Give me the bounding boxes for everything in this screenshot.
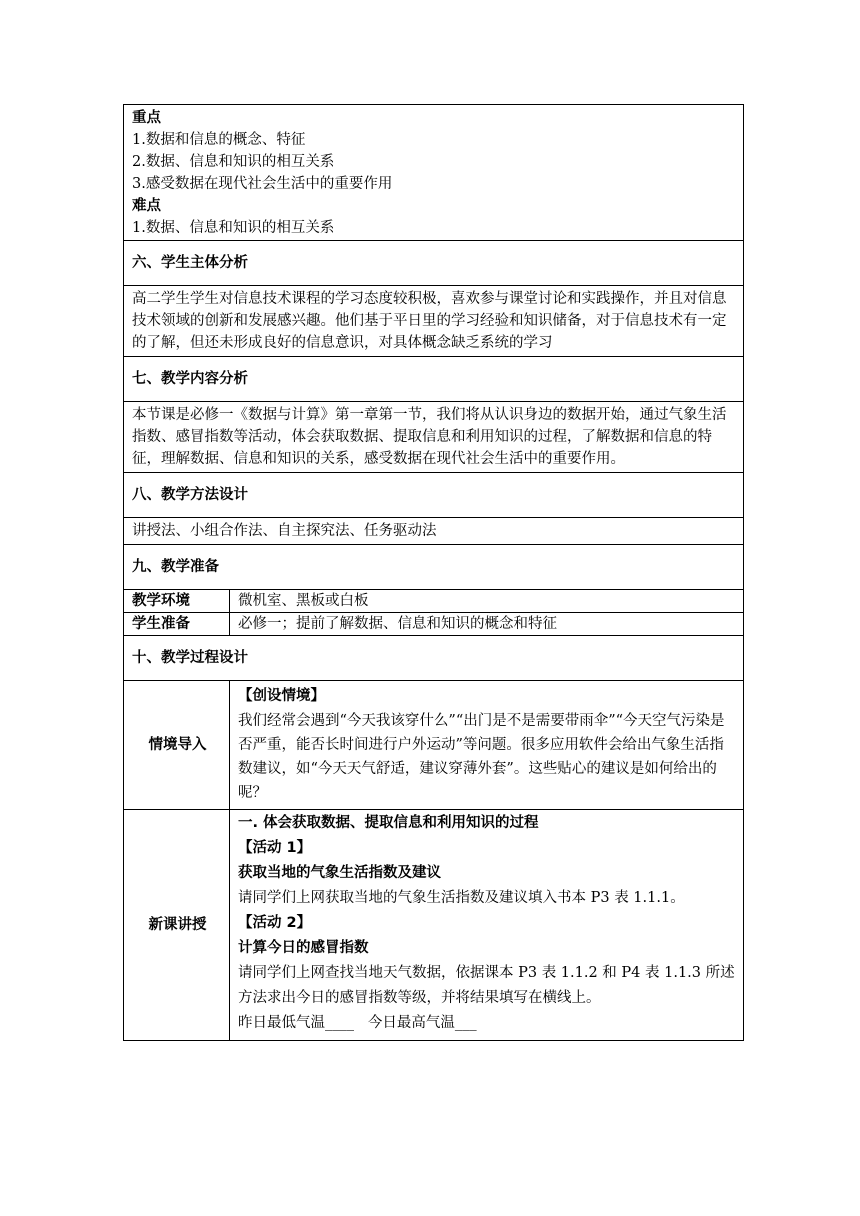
new-lesson-cell (230, 810, 744, 1041)
section-title: 八、教学方法设计 (124, 473, 744, 518)
difficult-point-item: 1.数据、信息和知识的相互关系 (132, 220, 335, 236)
prep-label: 学生准备 (124, 613, 230, 636)
section-title: 十、教学过程设计 (124, 636, 744, 681)
section-8-content-row (124, 518, 744, 545)
student-analysis-text: 高二学生学生对信息技术课程的学习态度较积极，喜欢参与课堂讨论和实践操作，并且对信息技术领域的创新和发展感兴趣。他们基于平日里的学习经验和知识储备，对于信息技术有一定的了解，但还未形成良好的信息意识，对具体概念缺乏系统的学习 (124, 286, 744, 357)
intro-text: 我们经常会遇到“今天我该穿什么”“出门是不是需要带雨伞”“今天空气污染是否严重，能否长时间进行户外运动”等问题。很多应用软件会给出气象生活指数建议，如“今天天气舒适，建议穿薄外套”。这些贴心的建议是如何给出的呢？ (238, 713, 725, 801)
prep-value: 微机室、黑板或白板 (230, 590, 744, 613)
key-point-item: 2.数据、信息和知识的相互关系 (132, 154, 335, 170)
teaching-methods-text: 讲授法、小组合作法、自主探究法、任务驱动法 (124, 518, 744, 545)
section-6-title-row (124, 241, 744, 286)
section-7-title-row (124, 357, 744, 402)
section-title: 七、教学内容分析 (124, 357, 744, 402)
intro-cell (230, 681, 744, 810)
intro-label: 情境导入 (124, 681, 230, 810)
key-point-item: 1.数据和信息的概念、特征 (132, 132, 306, 148)
section-title: 九、教学准备 (124, 545, 744, 590)
prep-row (124, 613, 744, 636)
new-lesson-label: 新课讲授 (124, 810, 230, 1041)
activity-2-fill-line: 昨日最低气温____ 今日最高气温___ (238, 1015, 477, 1031)
activity-2-text: 请同学们上网查找当地天气数据，依据课本 P3 表 1.1.2 和 P4 表 1.1.3 所述方法求出今日的感冒指数等级，并将结果填写在横线上。 (238, 965, 735, 1006)
section-6-content-row (124, 286, 744, 357)
process-new-row (124, 810, 744, 1041)
activity-2-tag: 【活动 2】 (238, 915, 312, 931)
key-points-cell (124, 105, 744, 241)
section-7-content-row (124, 402, 744, 473)
new-lesson-heading: 一. 体会获取数据、提取信息和利用知识的过程 (238, 815, 539, 831)
key-points-row (124, 105, 744, 241)
activity-1-tag: 【活动 1】 (238, 840, 312, 856)
prep-value: 必修一；提前了解数据、信息和知识的概念和特征 (230, 613, 744, 636)
section-8-title-row (124, 473, 744, 518)
section-title: 六、学生主体分析 (124, 241, 744, 286)
difficult-points-heading: 难点 (132, 198, 161, 214)
key-point-item: 3.感受数据在现代社会生活中的重要作用 (132, 176, 393, 192)
content-analysis-text: 本节课是必修一《数据与计算》第一章第一节，我们将从认识身边的数据开始，通过气象生活指数、感冒指数等活动，体会获取数据、提取信息和利用知识的过程，了解数据和信息的特征，理解数据、信息和知识的关系，感受数据在现代社会生活中的重要作用。 (124, 402, 744, 473)
process-intro-row (124, 681, 744, 810)
intro-heading: 【创设情境】 (238, 688, 325, 704)
section-9-title-row (124, 545, 744, 590)
section-10-title-row (124, 636, 744, 681)
prep-label: 教学环境 (124, 590, 230, 613)
key-points-heading: 重点 (132, 110, 161, 126)
lesson-plan-table (123, 104, 744, 1041)
activity-2-title: 计算今日的感冒指数 (238, 940, 369, 956)
activity-1-text: 请同学们上网获取当地的气象生活指数及建议填入书本 P3 表 1.1.1。 (238, 890, 685, 906)
activity-1-title: 获取当地的气象生活指数及建议 (238, 865, 441, 881)
prep-row (124, 590, 744, 613)
